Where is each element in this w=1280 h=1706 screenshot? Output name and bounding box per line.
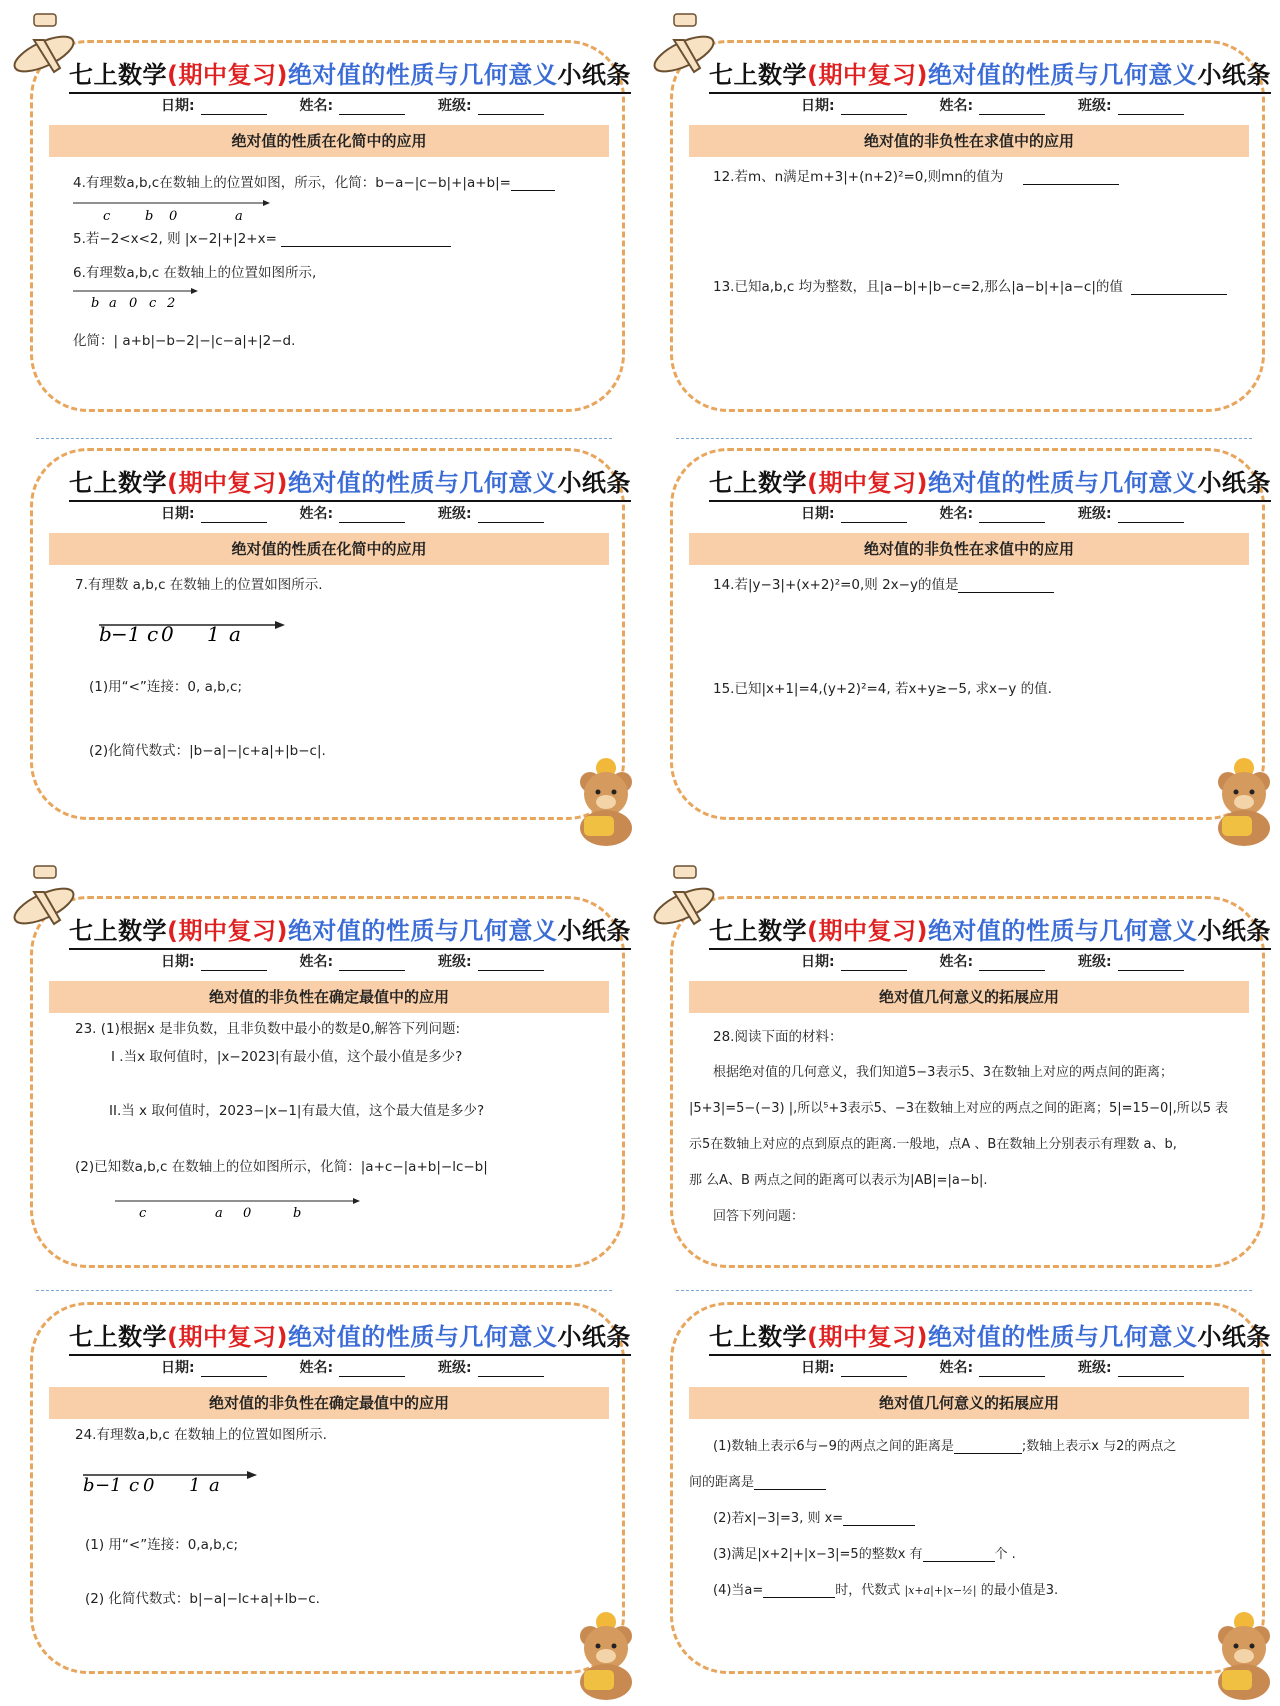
card-title: 七上数学(期中复习)绝对值的性质与几何意义小纸条 (709, 911, 1271, 950)
question-7-part1: (1)用“<”连接：0, a,b,c; (89, 679, 242, 695)
section-header: 绝对值的非负性在求值中的应用 (689, 125, 1249, 157)
cut-line (676, 1290, 1252, 1291)
bear-sticker (568, 752, 644, 852)
svg-text:0: 0 (143, 1475, 155, 1496)
meta-row: 日期: 姓名: 班级: (161, 95, 572, 115)
answer-blank[interactable] (958, 579, 1054, 593)
exercise-1-cont: 间的距离是 (689, 1471, 826, 1490)
question-12: 12.若m、n满足m+3|+(n+2)²=0,则mn的值为 (713, 165, 1119, 185)
section-header: 绝对值的性质在化简中的应用 (49, 125, 609, 157)
svg-text:−1: −1 (95, 1475, 122, 1496)
reading-line-1: 根据绝对值的几何意义，我们知道5−3表示5、3在数轴上对应的两点间的距离； (713, 1065, 1173, 1080)
exercise-3: (3)满足|x+2|+|x−3|=5的整数x 有 个 . (713, 1547, 1016, 1562)
card-title: 七上数学(期中复习)绝对值的性质与几何意义小纸条 (709, 1317, 1271, 1356)
class-field[interactable] (478, 1363, 544, 1377)
number-line-23 (115, 1193, 365, 1231)
date-field[interactable] (201, 957, 267, 971)
worksheet-card-6 (670, 896, 1271, 1268)
question-15: 15.已知|x+1|=4,(y+2)²=4, 若x+y≥−5, 求x−y 的值. (713, 681, 1052, 697)
worksheet-card-2 (670, 40, 1271, 412)
class-field[interactable] (1118, 957, 1184, 971)
number-line-6 (73, 283, 213, 317)
answer-blank[interactable] (763, 1584, 835, 1598)
svg-text:−1: −1 (111, 622, 141, 646)
class-field[interactable] (478, 957, 544, 971)
card-title: 七上数学(期中复习)绝对值的性质与几何意义小纸条 (709, 55, 1271, 94)
question-13: 13.已知a,b,c 均为整数，且|a−b|+|b−c=2,那么|a−b|+|a−c|的值 (713, 275, 1227, 295)
section-header: 绝对值的非负性在求值中的应用 (689, 533, 1249, 565)
number-line-4 (73, 193, 273, 227)
reading-intro: 28.阅读下面的材料： (713, 1029, 843, 1045)
airplane-sticker (4, 10, 84, 94)
exercise-1: (1)数轴上表示6与−9的两点之间的距离是 ;数轴上表示x 与2的两点之 (713, 1439, 1177, 1454)
question-6-simplify: 化简：| a+b|−b−2|−|c−a|+|2−d. (73, 333, 296, 349)
answer-blank[interactable] (511, 177, 555, 191)
date-field[interactable] (201, 509, 267, 523)
nl-label: b (145, 209, 154, 223)
bear-sticker (1208, 752, 1278, 852)
question-7-part2: (2)化简代数式：|b−a|−|c+a|+|b−c|. (89, 743, 326, 759)
question-6: 6.有理数a,b,c 在数轴上的位置如图所示, (73, 265, 317, 281)
class-field[interactable] (478, 101, 544, 115)
name-field[interactable] (339, 957, 405, 971)
card-title: 七上数学(期中复习)绝对值的性质与几何意义小纸条 (69, 463, 631, 502)
answer-blank[interactable] (281, 233, 451, 247)
question-23: 23. (1)根据x 是非负数，且非负数中最小的数是0,解答下列问题: (75, 1021, 461, 1037)
nl-label: 0 (129, 296, 138, 311)
reading-line-3: 示5在数轴上对应的点到原点的距离.一般地，点A 、B在数轴上分别表示有理数 a、b, (689, 1137, 1177, 1152)
question-24-part1: (1) 用“<”连接：0,a,b,c; (85, 1537, 238, 1553)
svg-text:a: a (209, 1475, 220, 1496)
worksheet-card-7 (30, 1302, 631, 1674)
name-field[interactable] (339, 101, 405, 115)
meta-row: 日期: 姓名: 班级: (801, 951, 1212, 971)
class-field[interactable] (1118, 1363, 1184, 1377)
name-field[interactable] (979, 509, 1045, 523)
answer-blank[interactable] (954, 1440, 1022, 1454)
cut-line (676, 438, 1252, 439)
answer-blank[interactable] (754, 1476, 826, 1490)
meta-row: 日期: 姓名: 班级: (161, 951, 572, 971)
meta-row: 日期: 姓名: 班级: (161, 503, 572, 523)
question-23-part2: (2)已知数a,b,c 在数轴上的位如图所示，化简：|a+c−|a+b|−lc−b| (75, 1159, 488, 1175)
question-23-i: I .当x 取何值时，|x−2023|有最小值，这个最小值是多少? (111, 1049, 463, 1065)
svg-text:a: a (215, 1206, 223, 1221)
name-field[interactable] (339, 509, 405, 523)
bear-sticker (1208, 1606, 1278, 1706)
card-title: 七上数学(期中复习)绝对值的性质与几何意义小纸条 (69, 1317, 631, 1356)
svg-text:1: 1 (207, 622, 220, 646)
date-field[interactable] (841, 509, 907, 523)
svg-text:1: 1 (189, 1475, 201, 1496)
exercise-2: (2)若x|−3|=3, 则 x= (713, 1507, 915, 1526)
answer-blank[interactable] (843, 1512, 915, 1526)
name-field[interactable] (339, 1363, 405, 1377)
exercise-4: (4)当a= 时，代数式 |x+a|+|x−½| 的最小值是3. (713, 1583, 1059, 1598)
meta-row: 日期: 姓名: 班级: (801, 1357, 1212, 1377)
nl-label: c (149, 296, 157, 311)
class-field[interactable] (478, 509, 544, 523)
question-14: 14.若|y−3|+(x+2)²=0,则 2x−y的值是 (713, 573, 1054, 593)
reading-line-2: |5+3|=5−(−3) |,所以⁵+3表示5、−3在数轴上对应的两点之间的距离；5|=15−0|,所以5 表 (689, 1101, 1229, 1116)
airplane-sticker (644, 862, 724, 946)
svg-text:c: c (139, 1206, 147, 1221)
card-title: 七上数学(期中复习)绝对值的性质与几何意义小纸条 (69, 911, 631, 950)
answer-blank[interactable] (1023, 171, 1119, 185)
svg-text:0: 0 (161, 622, 174, 646)
reading-line-5: 回答下列问题： (713, 1209, 805, 1224)
nl-label: 0 (169, 209, 178, 223)
svg-text:c: c (147, 622, 159, 646)
worksheet-card-5 (30, 896, 631, 1268)
airplane-sticker (4, 862, 84, 946)
nl-label: a (235, 209, 243, 223)
question-24: 24.有理数a,b,c 在数轴上的位置如图所示. (75, 1427, 327, 1443)
class-field[interactable] (1118, 101, 1184, 115)
card-title: 七上数学(期中复习)绝对值的性质与几何意义小纸条 (709, 463, 1271, 502)
name-field[interactable] (979, 957, 1045, 971)
question-4: 4.有理数a,b,c在数轴上的位置如图，所示，化简：b−a−|c−b|+|a+b|= (73, 171, 555, 191)
svg-text:0: 0 (243, 1206, 252, 1221)
nl-label: a (109, 296, 117, 311)
date-field[interactable] (201, 101, 267, 115)
number-line-24 (83, 1463, 273, 1501)
question-5: 5.若−2<x<2, 则 |x−2|+|2+x= (73, 227, 451, 247)
svg-text:a: a (229, 622, 241, 646)
svg-text:b: b (293, 1206, 302, 1221)
meta-row: 日期: 姓名: 班级: (801, 95, 1212, 115)
section-header: 绝对值几何意义的拓展应用 (689, 1387, 1249, 1419)
question-23-ii: II.当 x 取何值时，2023−|x−1|有最大值，这个最大值是多少? (109, 1103, 485, 1119)
answer-blank[interactable] (923, 1548, 995, 1562)
worksheet-card-3 (30, 448, 631, 820)
svg-text:b: b (83, 1475, 95, 1496)
section-header: 绝对值的非负性在确定最值中的应用 (49, 1387, 609, 1419)
nl-label: 2 (167, 296, 176, 311)
svg-text:c: c (129, 1475, 140, 1496)
number-line-7 (99, 611, 299, 651)
section-header: 绝对值的性质在化简中的应用 (49, 533, 609, 565)
question-24-part2: (2) 化简代数式：b|−a|−lc+a|+lb−c. (85, 1591, 320, 1607)
bear-sticker (568, 1606, 644, 1706)
card-title: 七上数学(期中复习)绝对值的性质与几何意义小纸条 (69, 55, 631, 94)
cut-line (36, 1290, 612, 1291)
nl-label: b (91, 296, 100, 311)
svg-text:b: b (99, 622, 112, 646)
meta-row: 日期: 姓名: 班级: (161, 1357, 572, 1377)
worksheet-card-8 (670, 1302, 1271, 1674)
cut-line (36, 438, 612, 439)
meta-row: 日期: 姓名: 班级: (801, 503, 1212, 523)
answer-blank[interactable] (1131, 281, 1227, 295)
section-header: 绝对值的非负性在确定最值中的应用 (49, 981, 609, 1013)
name-field[interactable] (979, 101, 1045, 115)
nl-label: c (103, 209, 111, 223)
date-field[interactable] (841, 957, 907, 971)
class-field[interactable] (1118, 509, 1184, 523)
name-field[interactable] (979, 1363, 1045, 1377)
airplane-sticker (644, 10, 724, 94)
reading-line-4: 那 么A、B 两点之间的距离可以表示为|AB|=|a−b|. (689, 1173, 988, 1188)
date-field[interactable] (841, 1363, 907, 1377)
date-field[interactable] (841, 101, 907, 115)
worksheet-card-4 (670, 448, 1271, 820)
worksheet-card-1 (30, 40, 631, 412)
section-header: 绝对值几何意义的拓展应用 (689, 981, 1249, 1013)
question-7: 7.有理数 a,b,c 在数轴上的位置如图所示. (75, 577, 323, 593)
date-field[interactable] (201, 1363, 267, 1377)
